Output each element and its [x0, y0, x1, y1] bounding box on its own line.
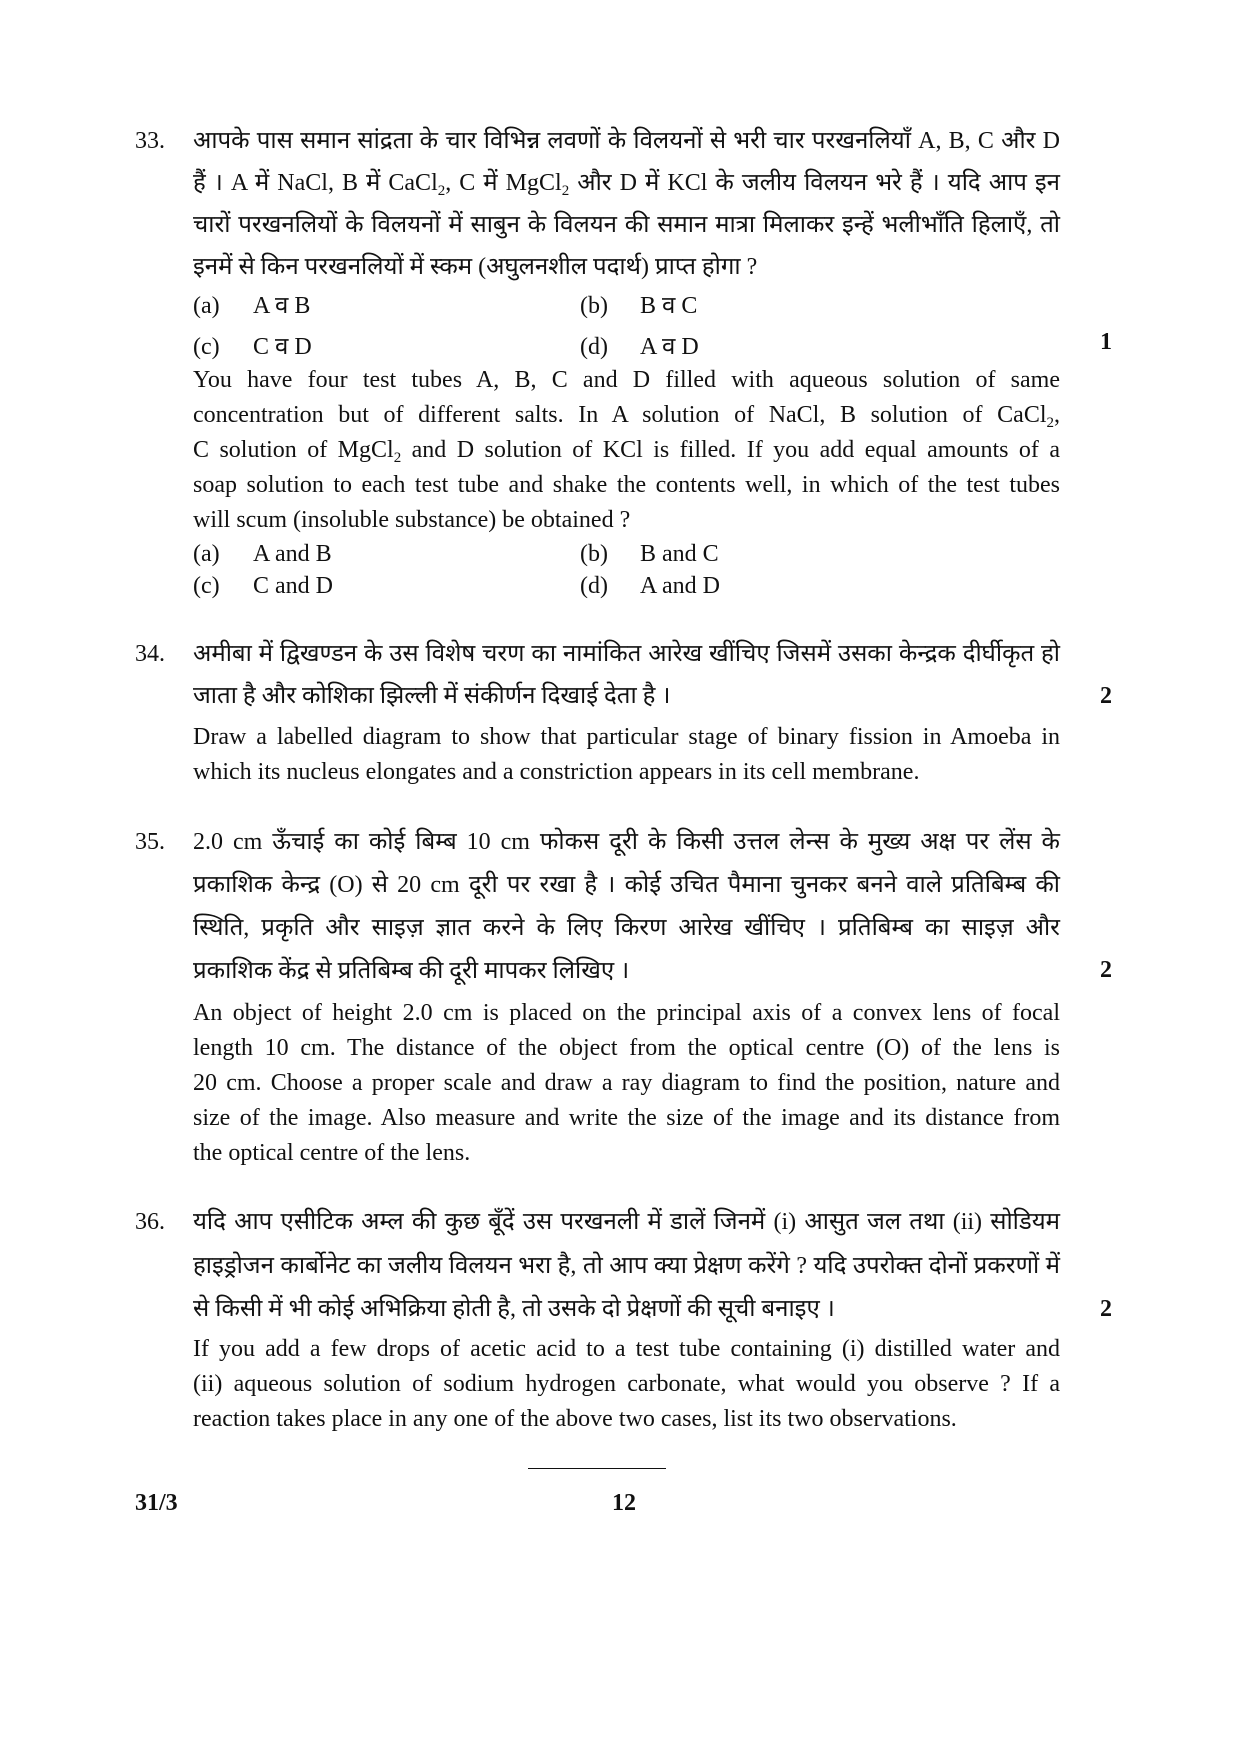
question-34-hindi	[193, 633, 1060, 717]
option-text: A and D	[640, 573, 720, 599]
text-line	[193, 433, 1060, 468]
marks: 2	[1100, 1296, 1112, 1322]
option-text: A and B	[253, 541, 332, 567]
paper-code: 31/3	[135, 1490, 178, 1516]
option-text: C and D	[253, 573, 333, 599]
option-a-english	[193, 541, 332, 568]
text-line: size of the image. Also measure and write the size of the image and its distance from	[193, 1105, 1060, 1131]
option-a-hindi	[193, 288, 310, 321]
option-label: (b)	[580, 293, 608, 319]
option-text: C व D	[253, 334, 312, 360]
question-36-english	[193, 1332, 1060, 1437]
subscript: 2	[437, 183, 446, 199]
text-line: आपके पास समान सांद्रता के चार विभिन्न लवणों के विलयनों से भरी चार परखनलियाँ A, B, C और D	[193, 128, 1060, 154]
text-line: यदि आप एसीटिक अम्ल की कुछ बूँदें उस परखनली में डालें जिनमें (i) आसुत जल तथा (ii) सोडियम	[193, 1209, 1060, 1235]
page-number: 12	[612, 1490, 636, 1516]
question-36-hindi	[193, 1201, 1060, 1332]
option-c-hindi	[193, 329, 312, 362]
text-line	[193, 398, 1060, 433]
option-b-english	[580, 541, 719, 568]
text-line: reaction takes place in any one of the above two cases, list its two observations.	[193, 1406, 957, 1432]
text-line: soap solution to each test tube and shake the contents well, in which of the test tubes	[193, 472, 1060, 498]
text-line: प्रकाशिक केन्द्र (O) से 20 cm दूरी पर रखा है । कोई उचित पैमाना चुनकर बनने वाले प्रतिबिम्ब की	[193, 872, 1060, 898]
text-line	[193, 162, 1060, 204]
option-d-hindi	[580, 329, 699, 362]
question-35-hindi	[193, 821, 1060, 993]
option-label: (c)	[193, 334, 220, 360]
text-segment: हैं । A में NaCl, B में CaCl	[193, 170, 438, 196]
text-line: which its nucleus elongates and a constriction appears in its cell membrane.	[193, 759, 920, 785]
subscript: 2	[561, 183, 570, 199]
question-number: 35.	[135, 829, 165, 855]
text-line: स्थिति, प्रकृति और साइज़ ज्ञात करने के लिए किरण आरेख खींचिए । प्रतिबिम्ब का साइज़ और	[193, 915, 1060, 941]
option-label: (c)	[193, 573, 220, 599]
option-b-hindi	[580, 288, 697, 321]
end-divider	[528, 1468, 666, 1469]
text-segment: , C में MgCl	[445, 170, 562, 196]
option-label: (a)	[193, 541, 220, 567]
option-text: A व B	[253, 293, 311, 319]
option-d-english	[580, 573, 720, 600]
question-number: 34.	[135, 641, 165, 667]
text-line: हाइड्रोजन कार्बोनेट का जलीय विलयन भरा है, तो आप क्या प्रेक्षण करेंगे ? यदि उपरोक्त दोनों प्रकरणों में	[193, 1252, 1060, 1279]
text-line: प्रकाशिक केंद्र से प्रतिबिम्ब की दूरी मापकर लिखिए ।	[193, 958, 630, 984]
question-35-english	[193, 996, 1060, 1171]
option-label: (d)	[580, 573, 608, 599]
text-line: जाता है और कोशिका झिल्ली में संकीर्णन दिखाई देता है ।	[193, 683, 671, 709]
text-line: चारों परखनलियों के विलयनों में साबुन के विलयन की समान मात्रा मिलाकर इन्हें भलीभाँति हिलाएँ, तो	[193, 212, 1060, 238]
question-34-english	[193, 720, 1060, 790]
text-segment: C solution of MgCl	[193, 437, 394, 463]
text-segment: ,	[1054, 402, 1060, 428]
question-33-hindi	[193, 120, 1060, 288]
text-line: the optical centre of the lens.	[193, 1140, 471, 1166]
text-line: 20 cm. Choose a proper scale and draw a ray diagram to find the position, nature and	[193, 1070, 1060, 1096]
question-33-english	[193, 363, 1060, 538]
text-line: will scum (insoluble substance) be obtained ?	[193, 507, 631, 533]
option-label: (b)	[580, 541, 608, 567]
text-line: से किसी में भी कोई अभिक्रिया होती है, तो उसके दो प्रेक्षणों की सूची बनाइए ।	[193, 1296, 835, 1322]
text-line: (ii) aqueous solution of sodium hydrogen carbonate, what would you observe ? If a	[193, 1371, 1060, 1397]
text-line: An object of height 2.0 cm is placed on the principal axis of a convex lens of focal	[193, 1000, 1060, 1026]
text-line: अमीबा में द्विखण्डन के उस विशेष चरण का नामांकित आरेख खींचिए जिसमें उसका केन्द्रक दीर्घीकृत हो	[193, 641, 1060, 667]
text-segment: और D में KCl के जलीय विलयन भरे हैं । यदि आप इन	[569, 170, 1060, 196]
option-text: B and C	[640, 541, 719, 567]
marks: 1	[1100, 329, 1112, 355]
subscript: 2	[393, 450, 402, 466]
text-line: इनमें से किन परखनलियों में स्कम (अघुलनशील पदार्थ) प्राप्त होगा ?	[193, 254, 758, 280]
option-text: A व D	[640, 334, 699, 360]
option-label: (d)	[580, 334, 608, 360]
option-c-english	[193, 573, 333, 600]
text-line: If you add a few drops of acetic acid to a test tube containing (i) distilled water and	[193, 1336, 1060, 1362]
option-text: B व C	[640, 293, 698, 319]
question-number: 36.	[135, 1209, 165, 1235]
text-line: 2.0 cm ऊँचाई का कोई बिम्ब 10 cm फोकस दूरी के किसी उत्तल लेन्स के मुख्य अक्ष पर लेंस के	[193, 829, 1060, 855]
text-segment: and D solution of KCl is filled. If you add equal amounts of a	[401, 437, 1060, 463]
option-label: (a)	[193, 293, 220, 319]
text-line: You have four test tubes A, B, C and D filled with aqueous solution of same	[193, 367, 1060, 393]
text-line: Draw a labelled diagram to show that particular stage of binary fission in Amoeba in	[193, 724, 1060, 750]
text-segment: concentration but of different salts. In A solution of NaCl, B solution of CaCl	[193, 402, 1047, 428]
subscript: 2	[1046, 415, 1054, 431]
marks: 2	[1100, 683, 1112, 709]
text-line: length 10 cm. The distance of the object from the optical centre (O) of the lens is	[193, 1035, 1060, 1061]
marks: 2	[1100, 957, 1112, 983]
question-number: 33.	[135, 128, 165, 154]
